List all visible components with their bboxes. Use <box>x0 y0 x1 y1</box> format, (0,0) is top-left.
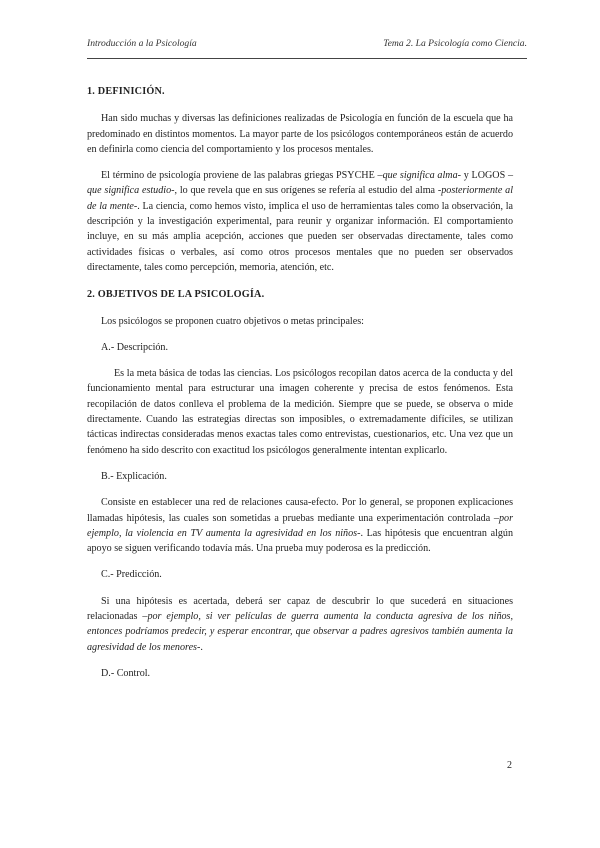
header-topic-title: Tema 2. La Psicología como Ciencia. <box>383 38 527 49</box>
text-run: , lo que revela que en sus orígenes se refería al estudio del alma <box>174 185 438 197</box>
italic-run: –que significa alma- <box>377 170 461 182</box>
objective-a-text: Es la meta básica de todas las ciencias. Los psicólogos recopilan datos acerca de la conducta y del funcionamiento mental para estructurar una imagen coherente y precisa de estos fenómenos. Esta recopilación de datos conlleva el problema de la medición. Siempre que se puede, se observa o mide directamente. Cuando las estrategias directas son imposibles, o extremadamente difíciles, se utilizan tácticas indirectas consideradas menos exactas tales como entrevistas, cuestionarios, etc. Una vez que un fenómeno ha sido descrito con exactitud los psicólogos generalmente intentan explicarlo. <box>87 368 513 456</box>
page-header <box>87 38 527 49</box>
italic-run: –por ejemplo, si ver películas de guerra aumenta la conducta agresiva de los niños, entonces podríamos predecir, y esperar encontrar, que observar a padres agresivos también aumenta la agresividad de los menores- <box>87 611 513 653</box>
text-run: y LOGOS <box>460 170 508 182</box>
definicion-paragraph-1: Han sido muchas y diversas las definiciones realizadas de Psicología en función de la escuela que ha predominado en distintos momentos. La mayor parte de los psicólogos contemporáneos están de acuerdo en definirla como ciencia del comportamiento y los procesos mentales. <box>87 113 513 155</box>
text-run: . La ciencia, como hemos visto, implica el uso de herramientas tales como la observación, la descripción y la investigación experimental, para reunir y organizar información. El comportamiento incluye, en su más amplia acepción, acciones que pueden ser observadas directamente, tales como actividades físicas o verbales, así como otros procesos mentales que no pueden ser observados directamente, tales como percepción, memoria, atención, etc. <box>87 200 513 273</box>
header-course-title: Introducción a la Psicología <box>87 38 197 49</box>
italic-run: -posteriormente al de la mente- <box>87 185 514 212</box>
document-body <box>87 84 513 692</box>
text-run: . Las hipótesis que encuentran algún apoyo se siguen verificando todavía más. Una prueba muy poderosa es la predicción. <box>87 527 513 555</box>
section-definicion-heading: 1. DEFINICIÓN. <box>87 86 165 97</box>
objective-c-text <box>87 594 513 655</box>
objective-a-title: A.- Descripción. <box>101 341 168 353</box>
definicion-paragraph-2 <box>87 168 513 275</box>
page-number: 2 <box>507 760 512 771</box>
objective-c-title: C.- Predicción. <box>101 569 162 581</box>
text-run: El término de psicología proviene de las palabras griegas PSYCHE <box>101 170 378 182</box>
text-run: Consiste en establecer una red de relaciones causa-efecto. Por lo general, se proponen explicaciones llamadas hipótesis, las cuales son sometidas a pruebas mediante una experimentación controlada <box>87 497 513 524</box>
header-divider <box>87 58 527 59</box>
italic-run: –por ejemplo, la violencia en TV aumenta la agresividad en los niños- <box>87 512 513 539</box>
objetivos-intro: Los psicólogos se proponen cuatro objetivos o metas principales: <box>101 315 364 327</box>
objective-b-text <box>87 495 513 556</box>
text-run: . <box>200 641 203 653</box>
objective-b-title: B.- Explicación. <box>101 470 167 482</box>
objective-d-title: D.- Control. <box>101 667 151 679</box>
italic-run: –que significa estudio- <box>87 170 514 197</box>
section-objetivos-heading: 2. OBJETIVOS DE LA PSICOLOGÍA. <box>87 289 265 301</box>
text-run: Si una hipótesis es acertada, deberá ser capaz de descubrir lo que sucederá en situaciones relacionadas <box>87 595 513 623</box>
